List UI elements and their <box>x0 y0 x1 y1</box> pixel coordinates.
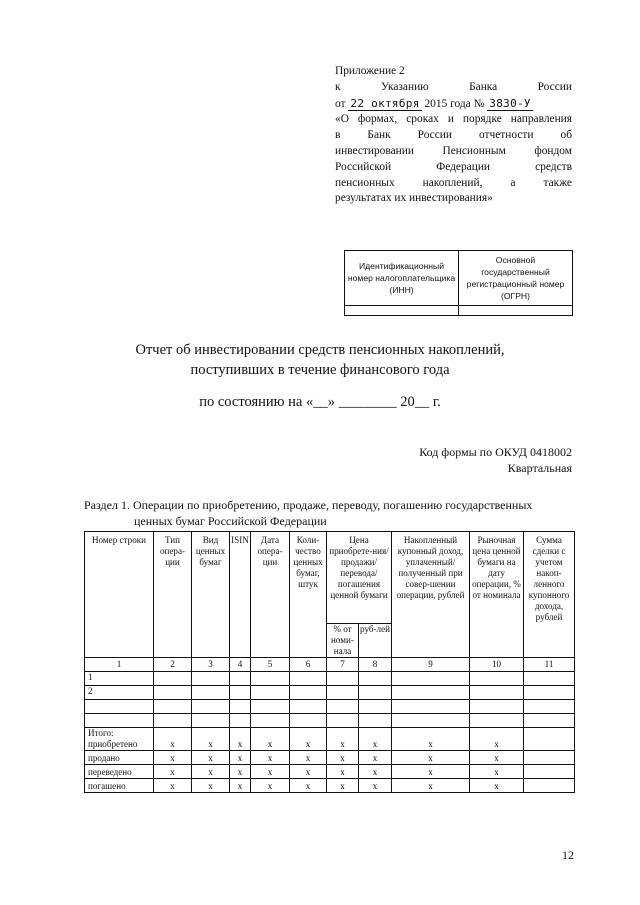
x-mark: x <box>470 765 524 779</box>
section-heading: Раздел 1. Операции по приобретению, продаже, переводу, погашению государственных ценных бумаг Российской Федерации <box>84 498 533 528</box>
x-mark: x <box>230 751 251 765</box>
x-mark: x <box>327 765 359 779</box>
appendix-line-6: инвестировании Пенсионным фондом <box>335 144 572 157</box>
x-mark: x <box>327 728 359 751</box>
header-isin: ISIN <box>230 532 251 658</box>
x-mark: x <box>154 728 192 751</box>
totals-label: Итого: <box>88 728 114 738</box>
table-row: 1 <box>85 672 575 686</box>
report-title-line-1: Отчет об инвестировании средств пенсионных накоплений, <box>135 342 505 358</box>
x-mark: x <box>392 728 470 751</box>
x-mark: x <box>359 779 392 793</box>
appendix-line-9: результатах их инвестирования» <box>335 192 493 205</box>
appendix-number: 3830-У <box>489 96 531 110</box>
appendix-block <box>335 64 572 207</box>
totals-row-redeemed: погашено x x x x x x x x x <box>85 779 575 793</box>
identification-table <box>344 250 573 316</box>
header-price-rubles: руб-лей <box>359 624 392 658</box>
x-mark: x <box>192 779 230 793</box>
x-mark: x <box>251 779 290 793</box>
totals-row-sold: продано x x x x x x x x x <box>85 751 575 765</box>
x-mark: x <box>192 728 230 751</box>
header-price-group: Цена приобрете-ния/продажи/ перевода/ погашения ценной бумаги <box>327 532 392 624</box>
x-mark: x <box>251 765 290 779</box>
appendix-date: 22 октября <box>350 96 420 110</box>
x-mark: x <box>290 765 327 779</box>
header-accrued-coupon: Накопленный купонный доход, уплаченный/ полученный при совер-шении операции, рублей <box>392 532 470 658</box>
ogrn-value-cell[interactable] <box>459 306 573 316</box>
appendix-title: Приложение 2 <box>335 65 405 77</box>
x-mark: x <box>290 779 327 793</box>
x-mark: x <box>251 751 290 765</box>
header-price-percent: % от номи-нала <box>327 624 359 658</box>
header-quantity: Коли-чество ценных бумаг, штук <box>290 532 327 658</box>
x-mark: x <box>251 728 290 751</box>
appendix-line-2: к Указанию Банка России <box>335 80 572 93</box>
report-title-line-2: поступивших в течение финансового года <box>190 362 450 378</box>
column-numbers-row: 1 2 3 4 5 6 7 8 9 10 11 <box>85 658 575 672</box>
x-mark: x <box>359 751 392 765</box>
x-mark: x <box>327 751 359 765</box>
x-mark: x <box>290 751 327 765</box>
x-mark: x <box>230 728 251 751</box>
x-mark: x <box>392 779 470 793</box>
x-mark: x <box>392 765 470 779</box>
x-mark: x <box>392 751 470 765</box>
table-row <box>85 700 575 714</box>
x-mark: x <box>154 779 192 793</box>
x-mark: x <box>154 765 192 779</box>
header-market-price: Рыночная цена ценной бумаги на дату операции, % от номинала <box>470 532 524 658</box>
appendix-line-7: Российской Федерации средств <box>335 160 572 173</box>
x-mark: x <box>470 751 524 765</box>
table-row: 2 <box>85 686 575 700</box>
x-mark: x <box>359 728 392 751</box>
totals-row-acquired: Итого: приобретено x x x x x x x x x <box>85 728 575 751</box>
x-mark: x <box>230 779 251 793</box>
x-mark: x <box>192 765 230 779</box>
x-mark: x <box>154 751 192 765</box>
header-security-type: Вид ценных бумаг <box>192 532 230 658</box>
operations-table <box>84 531 575 793</box>
x-mark: x <box>359 765 392 779</box>
appendix-line-4: «О формах, сроках и порядке направления <box>335 113 572 126</box>
form-code <box>419 444 572 476</box>
x-mark: x <box>470 728 524 751</box>
header-row-number: Номер строки <box>85 532 154 658</box>
x-mark: x <box>230 765 251 779</box>
header-operation-type: Тип опера-ции <box>154 532 192 658</box>
inn-value-cell[interactable] <box>345 306 459 316</box>
report-periodicity: Квартальная <box>507 461 572 475</box>
totals-row-transferred: переведено x x x x x x x x x <box>85 765 575 779</box>
report-as-of-date: по состоянию на «__» ________ 20__ г. <box>199 394 441 410</box>
x-mark: x <box>192 751 230 765</box>
inn-header: Идентификационный номер налогоплательщика (ИНН) <box>345 251 459 306</box>
appendix-line-3: от 22 октября 2015 года № 3830-У <box>335 96 531 110</box>
x-mark: x <box>327 779 359 793</box>
header-deal-sum: Сумма сделки с учетом накоп-ленного купонного дохода, рублей <box>524 532 575 658</box>
appendix-line-5: в Банк России отчетности об <box>335 129 572 142</box>
appendix-line-8: пенсионных накоплений, а также <box>335 176 572 189</box>
ogrn-header: Основной государственный регистрационный номер (ОГРН) <box>459 251 573 306</box>
okud-code: Код формы по ОКУД 0418002 <box>419 445 572 459</box>
x-mark: x <box>290 728 327 751</box>
x-mark: x <box>470 779 524 793</box>
page-number: 12 <box>562 848 574 862</box>
header-operation-date: Дата опера-ции <box>251 532 290 658</box>
table-row <box>85 714 575 728</box>
